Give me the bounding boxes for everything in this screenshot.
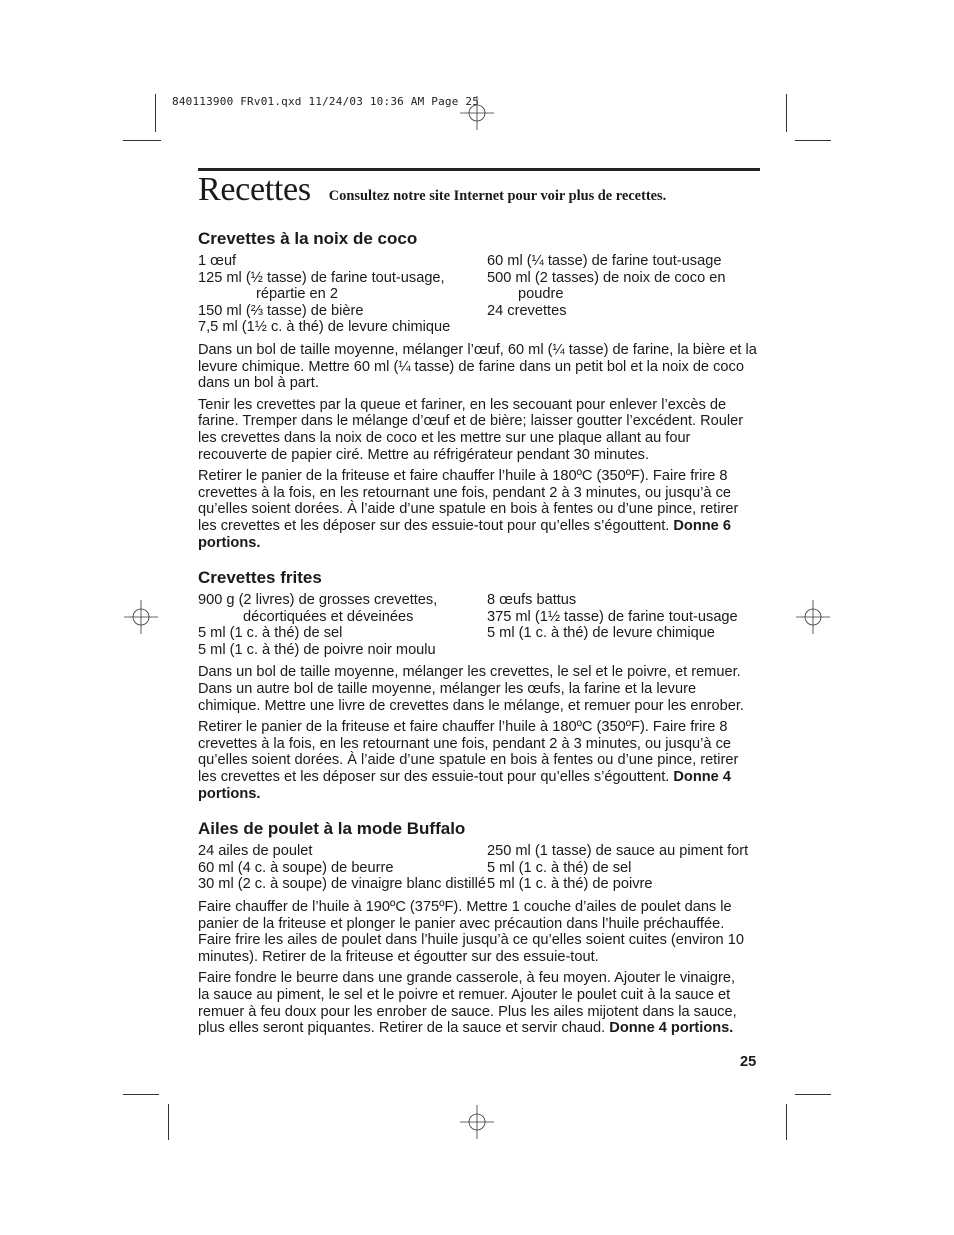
recipe-step: Faire chauffer de l’huile à 190ºC (375ºF). Mettre 1 couche d’ailes de poulet dans le panier de la friteuse et plonger le panier avec précaution dans l’huile préchauffée. Faire frire les ailes de poulet dans l’huile jusqu’à ce qu’elles soient cuites (environ 10 minutes). Retirer de la friteuse et égoutter sur des essuie-tout. bbox=[198, 899, 744, 965]
recipe-title: Crevettes frites bbox=[198, 568, 322, 588]
recipe-yield: Donne 6 portions. bbox=[198, 517, 731, 551]
recipe-title: Ailes de poulet à la mode Buffalo bbox=[198, 819, 466, 839]
ingredient-column bbox=[487, 843, 760, 893]
ingredient-item: 60 ml (4 c. à soupe) de beurre bbox=[198, 859, 394, 876]
crop-mark bbox=[795, 1094, 831, 1095]
ingredient-item: 24 crevettes bbox=[487, 302, 567, 319]
ingredient-item: 1 œuf bbox=[198, 253, 237, 269]
ingredient-item: 24 ailes de poulet bbox=[198, 843, 313, 860]
ingredient-item: 900 g (2 livres) de grosses crevettes, décortiquées et déveinées bbox=[198, 592, 438, 625]
ingredient-column bbox=[487, 592, 760, 658]
step-text: Retirer le panier de la friteuse et faire chauffer l’huile à 180ºC (350ºF). Faire frire 8 crevettes à la fois, en les retournant une fois, pendant 2 à 3 minutes, ou jusqu’à ce qu’elles soient dorées. À l’aide d’une spatule en bois à fentes ou d’une pince, retirer les crevettes et les déposer sur des essuie-tout pour qu’elles s’égouttent. bbox=[198, 468, 739, 534]
recipe-title: Crevettes à la noix de coco bbox=[198, 229, 418, 248]
crop-mark bbox=[155, 94, 156, 132]
crop-mark bbox=[123, 140, 161, 141]
ingredient-column bbox=[198, 253, 487, 336]
crop-mark bbox=[786, 1104, 787, 1140]
ingredient-item: 125 ml (½ tasse) de farine tout-usage, répartie en 2 bbox=[198, 269, 445, 303]
step-text: Retirer le panier de la friteuse et faire chauffer l’huile à 180ºC (350ºF). Faire frire 8 crevettes à la fois, en les retournant une fois, pendant 2 à 3 minutes, ou jusqu’à ce qu’elles soient dorées. À l’aide d’une spatule en bois à fentes ou d’une pince, retirer les crevettes et les déposer sur des essuie-tout pour qu’elles s’égouttent. bbox=[198, 719, 739, 786]
ingredient-item: 5 ml (1 c. à thé) de levure chimique bbox=[487, 625, 715, 642]
print-slug: 840113900 FRv01.qxd 11/24/03 10:36 AM Page 25 bbox=[172, 95, 480, 108]
registration-mark-icon bbox=[124, 600, 158, 634]
recipe-step: Dans un bol de taille moyenne, mélanger les crevettes, le sel et le poivre, et remuer. Dans un autre bol de taille moyenne, mélanger les œufs, la farine et la levure chimique. Mettre une livre de crevettes dans le mélange, et remuer pour les enrober. bbox=[198, 664, 744, 714]
ingredient-item: 7,5 ml (1½ c. à thé) de levure chimique bbox=[198, 319, 451, 336]
recipe-step: Tenir les crevettes par la queue et fariner, en les secouant pour enlever l’excès de farine. Tremper dans le mélange d’œuf et de bière; laisser goutter l’excédent. Rouler les crevettes dans la noix de coco et les mettre sur une plaque allant au four recouverte de papier ciré. Mettre au réfrigérateur pendant 30 minutes. bbox=[198, 396, 744, 463]
ingredient-item: 5 ml (1 c. à thé) de sel bbox=[487, 859, 632, 876]
ingredient-list bbox=[198, 592, 760, 658]
recipe-step bbox=[198, 719, 760, 802]
step-text: Faire fondre le beurre dans une grande casserole, à feu moyen. Ajouter le vinaigre, la sauce au piment, le sel et le poivre et remuer. Ajouter le poulet cuit à la sauce et remuer à feu doux pour les enrober de sauce. Plus les ailes mijotent dans la sauce, plus elles seront piquantes. Retirer de la sauce et servir chaud. bbox=[198, 970, 737, 1037]
ingredient-item: 8 œufs battus bbox=[487, 592, 577, 609]
registration-mark-icon bbox=[460, 1105, 494, 1139]
ingredient-item: 500 ml (2 tasses) de noix de coco en poudre bbox=[487, 269, 726, 303]
page-subtitle: Consultez notre site Internet pour voir plus de recettes. bbox=[328, 188, 667, 204]
recipe-yield: Donne 4 portions. bbox=[609, 1020, 734, 1037]
ingredient-item: 5 ml (1 c. à thé) de poivre noir moulu bbox=[198, 641, 436, 658]
ingredient-list bbox=[198, 843, 760, 893]
crop-mark bbox=[123, 1094, 159, 1095]
registration-mark-icon bbox=[796, 600, 830, 634]
page-header bbox=[198, 173, 760, 207]
crop-mark bbox=[795, 140, 831, 141]
registration-mark-icon bbox=[460, 96, 494, 130]
recipe-coconut-shrimp bbox=[198, 229, 760, 551]
ingredient-item: 5 ml (1 c. à thé) de poivre bbox=[487, 876, 653, 893]
recipe-fried-shrimp bbox=[198, 568, 760, 802]
page-content bbox=[198, 168, 760, 1042]
recipe-buffalo-wings bbox=[198, 819, 760, 1037]
ingredient-column bbox=[198, 592, 487, 658]
recipe-step bbox=[198, 468, 760, 551]
ingredient-column bbox=[198, 843, 487, 893]
ingredient-item: 375 ml (1½ tasse) de farine tout-usage bbox=[487, 608, 738, 625]
crop-mark bbox=[786, 94, 787, 132]
ingredient-item: 30 ml (2 c. à soupe) de vinaigre blanc distillé bbox=[198, 876, 486, 893]
ingredient-item: 250 ml (1 tasse) de sauce au piment fort bbox=[487, 843, 749, 860]
ingredient-column bbox=[487, 253, 760, 336]
recipe-yield: Donne 4 portions. bbox=[198, 769, 731, 802]
ingredient-list bbox=[198, 253, 760, 336]
page-title: Recettes bbox=[198, 171, 311, 208]
recipe-step: Dans un bol de taille moyenne, mélanger l’œuf, 60 ml (¼ tasse) de farine, la bière et la levure chimique. Mettre 60 ml (¼ tasse) de farine dans un petit bol et la noix de coco dans un bol à part. bbox=[198, 341, 757, 392]
recipe-step bbox=[198, 970, 738, 1036]
page-number: 25 bbox=[740, 1054, 757, 1070]
crop-mark bbox=[168, 1104, 169, 1140]
ingredient-item: 60 ml (¼ tasse) de farine tout-usage bbox=[487, 253, 722, 269]
ingredient-item: 5 ml (1 c. à thé) de sel bbox=[198, 625, 343, 642]
ingredient-item: 150 ml (⅔ tasse) de bière bbox=[198, 302, 364, 319]
